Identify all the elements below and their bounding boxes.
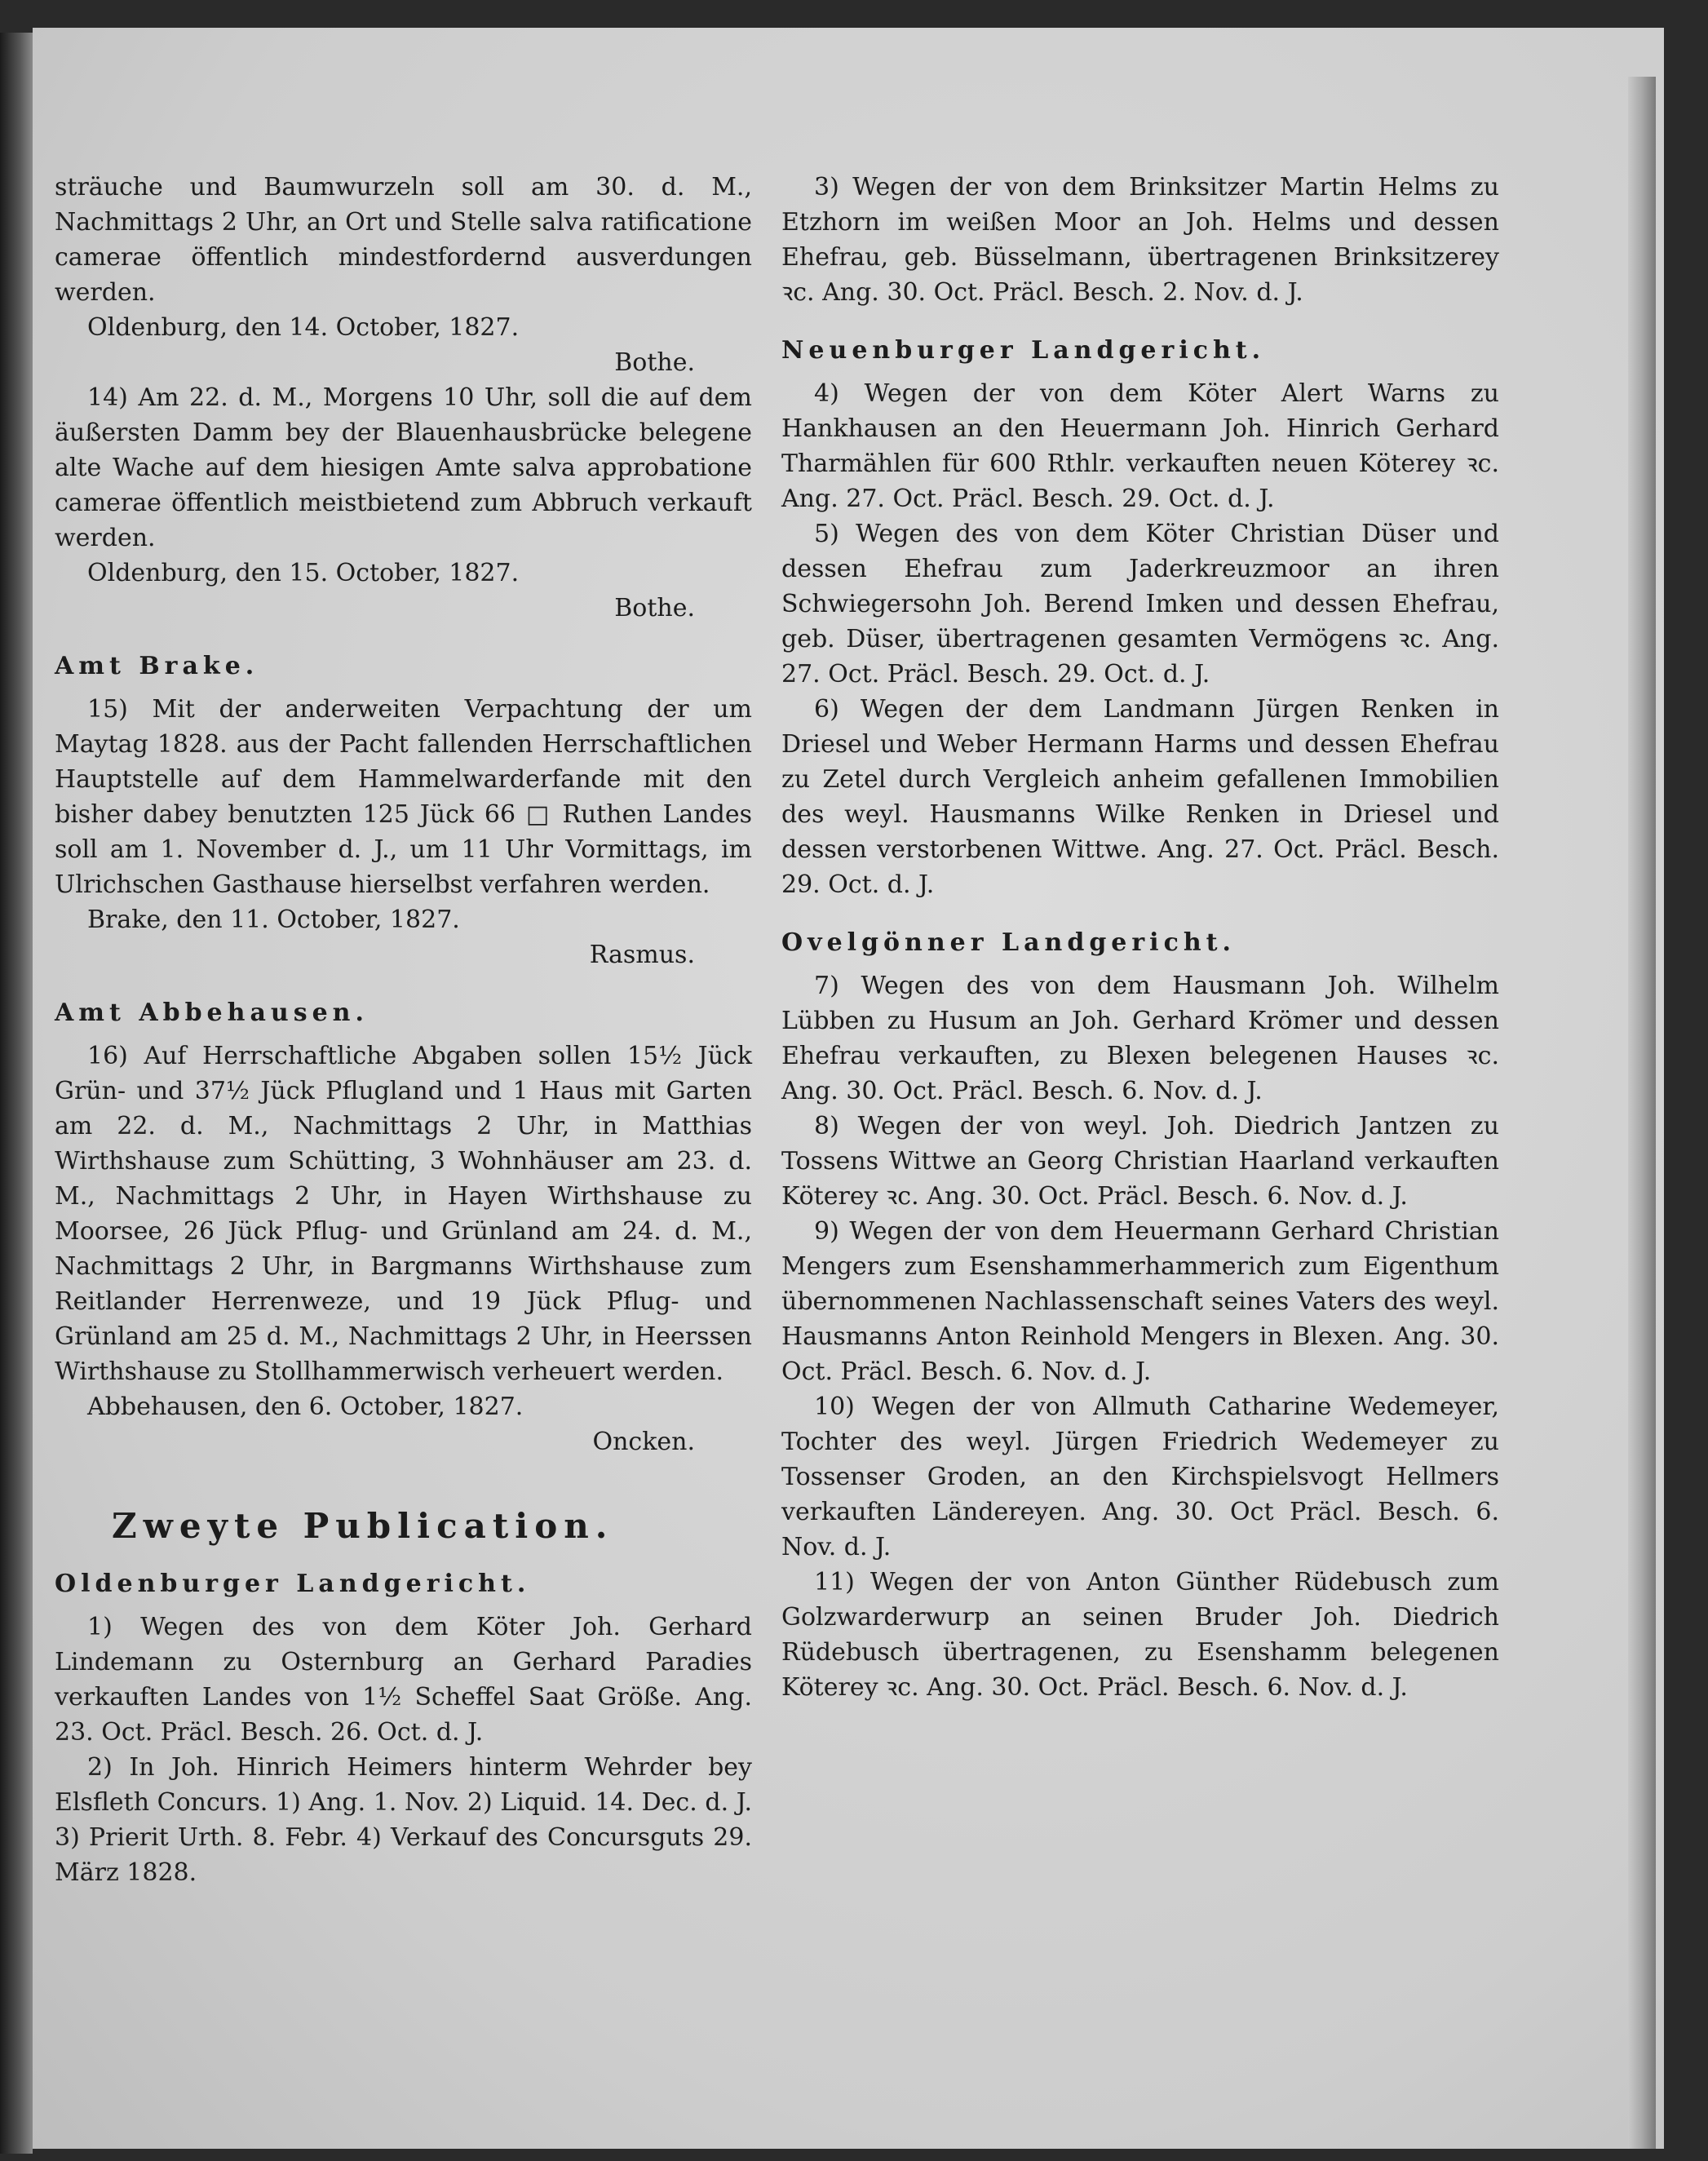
section-heading-amt-abbehausen: Amt Abbehausen. — [55, 999, 369, 1027]
publication-5: 5) Wegen des von dem Köter Christian Düser und dessen Ehefrau zum Jaderkreuzmoor an ihren Schwiegersohn Joh. Berend Imken und dessen Ehefrau, geb. Düser, übertragenen gesamten Vermögens ꝛc. Ang. 27. Oct. Präcl. Besch. 29. Oct. d. J. — [781, 520, 1499, 689]
publication-4: 4) Wegen der von dem Köter Alert Warns zu Hankhausen an den Heuermann Joh. Hinrich Gerhard Tharmählen für 600 Rthlr. verkauften neuen Köterey ꝛc. Ang. 27. Oct. Präcl. Besch. 29. Oct. d. J. — [781, 379, 1499, 513]
notice-15: 15) Mit der anderweiten Verpachtung der um Maytag 1828. aus der Pacht fallenden Herrschaftlichen Hauptstelle auf dem Hammelwarderfande mit den bisher dabey benutzten 125 Jück 66 □ Ruthen Landes soll am 1. November d. J., um 11 Uhr Vormittags, im Ulrichschen Gasthause hierselbst verfahren werden. — [55, 695, 752, 899]
dateline: Brake, den 11. October, 1827. — [87, 906, 460, 934]
left-column — [55, 170, 752, 1890]
notice-16: 16) Auf Herrschaftliche Abgaben sollen 15½ Jück Grün- und 37½ Jück Pflugland und 1 Haus mit Garten am 22. d. M., Nachmittags 2 Uhr, in Matthias Wirthshause zum Schütting, 3 Wohnhäuser am 23. d. M., Nachmittags 2 Uhr, in Hayen Wirthshause zu Moorsee, 26 Jück Pflug- und Grünland am 24. d. M., Nachmittags 2 Uhr, in Bargmanns Wirthshause zum Reitlander Herrenweze, und 19 Jück Pflug- und Grünland am 25 d. M., Nachmittags 2 Uhr, in Heerssen Wirthshause zu Stollhammerwisch verheuert werden. — [55, 1042, 752, 1386]
section-heading-oldenburger-landgericht: Oldenburger Landgericht. — [55, 1570, 531, 1598]
right-column — [781, 170, 1499, 1705]
heading-zweyte-publication: Zweyte Publication. — [112, 1506, 614, 1546]
publication-9: 9) Wegen der von dem Heuermann Gerhard Christian Mengers zum Esenshammerhammerich zum Eigenthum übernommenen Nachlassenschaft seines Vaters des weyl. Hausmanns Anton Reinhold Mengers in Blexen. Ang. 30. Oct. Präcl. Besch. 6. Nov. d. J. — [781, 1217, 1499, 1386]
notice-14: 14) Am 22. d. M., Morgens 10 Uhr, soll die auf dem äußersten Damm bey der Blauenhausbrücke belegene alte Wache auf dem hiesigen Amte salva approbatione camerae öffentlich meistbietend zum Abbruch verkauft werden. — [55, 383, 752, 552]
publication-8: 8) Wegen der von weyl. Joh. Diedrich Jantzen zu Tossens Wittwe an Georg Christian Haarland verkauften Köterey ꝛc. Ang. 30. Oct. Präcl. Besch. 6. Nov. d. J. — [781, 1112, 1499, 1211]
signature: Bothe. — [614, 594, 695, 622]
dateline: Oldenburg, den 15. October, 1827. — [87, 559, 520, 587]
page-edge — [1628, 77, 1656, 2149]
dateline: Abbehausen, den 6. October, 1827. — [87, 1393, 524, 1421]
notice-13-continuation: sträuche und Baumwurzeln soll am 30. d. M., Nachmittags 2 Uhr, an Ort und Stelle salva ratificatione camerae öffentlich mindestfordernd ausverdungen werden. — [55, 173, 752, 307]
section-heading-ovelgoenner-landgericht: Ovelgönner Landgericht. — [781, 928, 1236, 957]
publication-2: 2) In Joh. Hinrich Heimers hinterm Wehrder bey Elsfleth Concurs. 1) Ang. 1. Nov. 2) Liquid. 14. Dec. d. J. 3) Prierit Urth. 8. Febr. 4) Verkauf des Concursguts 29. März 1828. — [55, 1753, 752, 1887]
publication-3: 3) Wegen der von dem Brinksitzer Martin Helms zu Etzhorn im weißen Moor an Joh. Helms und dessen Ehefrau, geb. Büsselmann, übertragenen Brinksitzerey ꝛc. Ang. 30. Oct. Präcl. Besch. 2. Nov. d. J. — [781, 173, 1499, 307]
signature: Bothe. — [614, 348, 695, 377]
signature: Oncken. — [592, 1428, 695, 1456]
section-heading-neuenburger-landgericht: Neuenburger Landgericht. — [781, 336, 1266, 365]
publication-7: 7) Wegen des von dem Hausmann Joh. Wilhelm Lübben zu Husum an Joh. Gerhard Krömer und dessen Ehefrau verkauften, zu Blexen belegenen Hauses ꝛc. Ang. 30. Oct. Präcl. Besch. 6. Nov. d. J. — [781, 972, 1499, 1105]
publication-6: 6) Wegen der dem Landmann Jürgen Renken in Driesel und Weber Hermann Harms und dessen Ehefrau zu Zetel durch Vergleich anheim gefallenen Immobilien des weyl. Hausmanns Wilke Renken in Driesel und dessen verstorbenen Wittwe. Ang. 27. Oct. Präcl. Besch. 29. Oct. d. J. — [781, 695, 1499, 899]
dateline: Oldenburg, den 14. October, 1827. — [87, 313, 520, 342]
publication-1: 1) Wegen des von dem Köter Joh. Gerhard Lindemann zu Osternburg an Gerhard Paradies verkauften Landes von 1½ Scheffel Saat Größe. Ang. 23. Oct. Präcl. Besch. 26. Oct. d. J. — [55, 1613, 752, 1747]
section-heading-amt-brake: Amt Brake. — [55, 652, 259, 680]
signature: Rasmus. — [589, 941, 695, 969]
book-spine — [0, 33, 33, 2154]
publication-11: 11) Wegen der von Anton Günther Rüdebusch zum Golzwarderwurp an seinen Bruder Joh. Diedrich Rüdebusch übertragenen, zu Esenshamm belegenen Köterey ꝛc. Ang. 30. Oct. Präcl. Besch. 6. Nov. d. J. — [781, 1568, 1499, 1702]
publication-10: 10) Wegen der von Allmuth Catharine Wedemeyer, Tochter des weyl. Jürgen Friedrich Wedemeyer zu Tossenser Groden, an den Kirchspielsvogt Hellmers verkauften Ländereyen. Ang. 30. Oct Präcl. Besch. 6. Nov. d. J. — [781, 1393, 1499, 1561]
